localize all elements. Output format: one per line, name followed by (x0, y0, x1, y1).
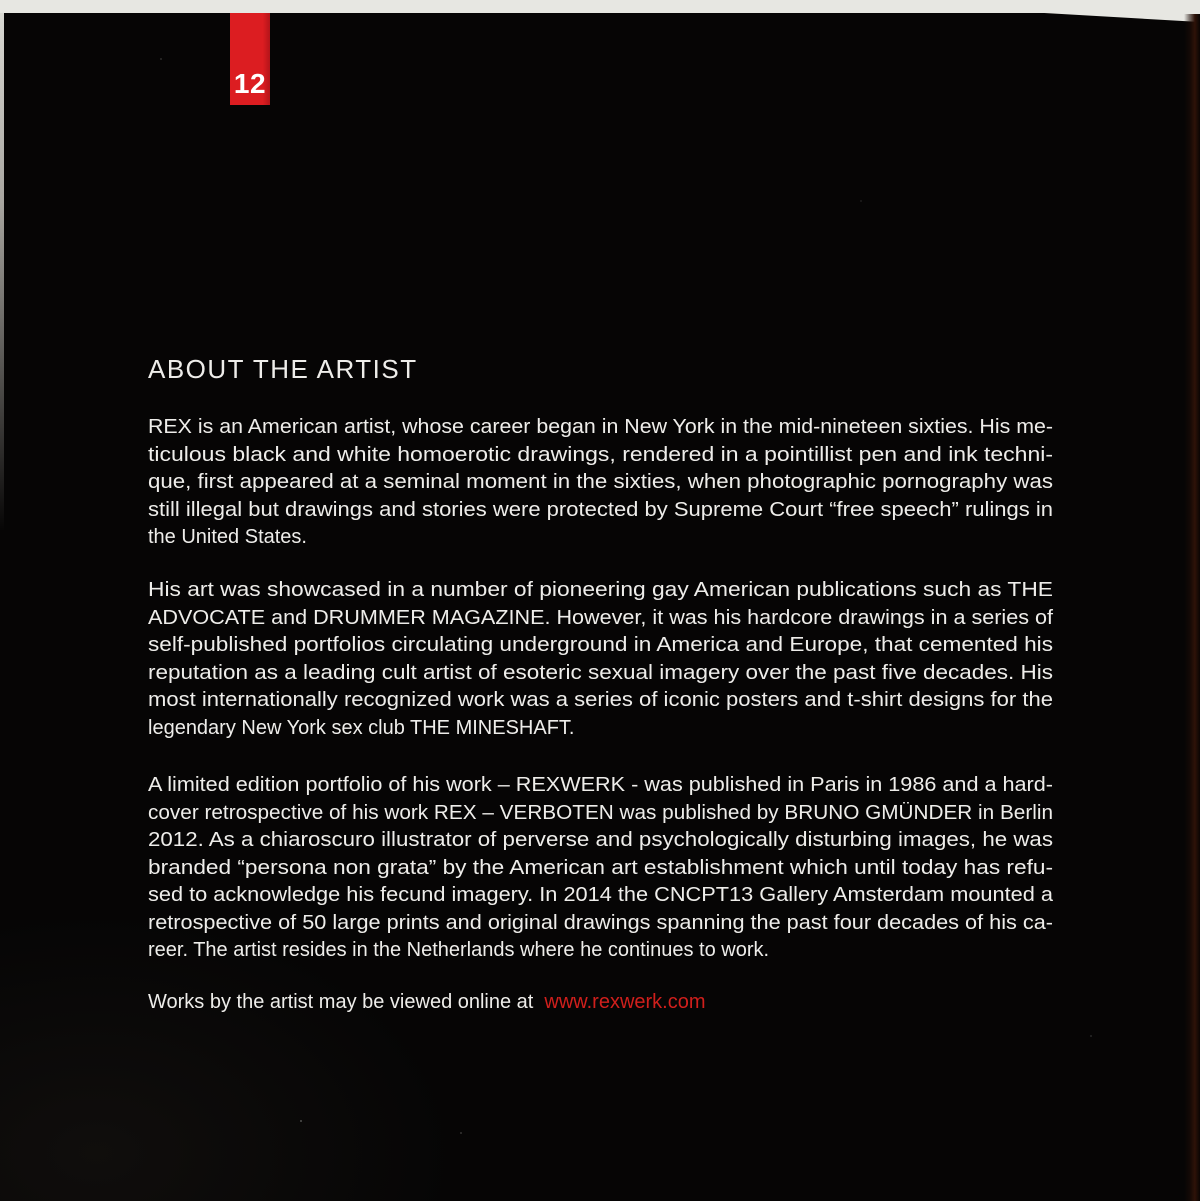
paragraph-portfolio (148, 772, 1053, 965)
scanner-edge-left (0, 13, 4, 553)
page-number-tab (230, 13, 270, 105)
paragraph-about-career (148, 414, 1053, 552)
scan-noise-specks (300, 1120, 302, 1122)
footer-note (148, 989, 706, 1017)
text-line: reputation as a leading cult artist of esoteric sexual imagery over the past five decades. His (148, 661, 1053, 684)
scanner-edge-top (0, 0, 1200, 13)
text-line: still illegal but drawings and stories were protected by Supreme Court “free speech” rulings in (148, 498, 1053, 521)
text-line: reer. The artist resides in the Netherlands where he continues to work. (148, 939, 770, 961)
footer-text: Works by the artist may be viewed online at (148, 991, 534, 1013)
paragraph-publications (148, 577, 1053, 742)
text-line: His art was showcased in a number of pioneering gay American publications such as THE (148, 579, 1053, 601)
text-line: retrospective of 50 large prints and original drawings spanning the past four decades of his ca- (148, 911, 1053, 934)
text-line: REX is an American artist, whose career began in New York in the mid-nineteen sixties. His me- (148, 416, 1053, 438)
text-line: sed to acknowledge his fecund imagery. In 2014 the CNCPT13 Gallery Amsterdam mounted a (148, 884, 1053, 906)
text-line: most internationally recognized work was a series of iconic posters and t-shirt designs for the (148, 689, 1053, 711)
text-line: ticulous black and white homoerotic drawings, rendered in a pointillist pen and ink techni- (148, 443, 1053, 466)
text-line: legendary New York sex club THE MINESHAFT. (148, 716, 575, 739)
text-line: self-published portfolios circulating underground in America and Europe, that cemented his (148, 634, 1053, 656)
text-line: 2012. As a chiaroscuro illustrator of perverse and psychologically disturbing images, he was (148, 829, 1053, 851)
page-number: 12 (233, 68, 267, 99)
text-line: que, first appeared at a seminal moment in the sixties, when photographic pornography was (148, 471, 1053, 493)
text-line: ADVOCATE and DRUMMER MAGAZINE. However, it was his hardcore drawings in a series of (148, 606, 1053, 629)
section-heading: ABOUT THE ARTIST (148, 354, 418, 384)
text-line: A limited edition portfolio of his work – REXWERK - was published in Paris in 1986 and a hard- (148, 774, 1053, 796)
text-line: the United States. (148, 526, 307, 548)
text-line: cover retrospective of his work REX – VERBOTEN was published by BRUNO GMÜNDER in Berlin (148, 801, 1053, 824)
book-page-edge (1184, 14, 1200, 1201)
scanner-edge-top-right (1040, 0, 1200, 22)
text-line: branded “persona non grata” by the American art establishment which until today has refu- (148, 856, 1053, 879)
website-link[interactable]: www.rexwerk.com (544, 991, 706, 1013)
